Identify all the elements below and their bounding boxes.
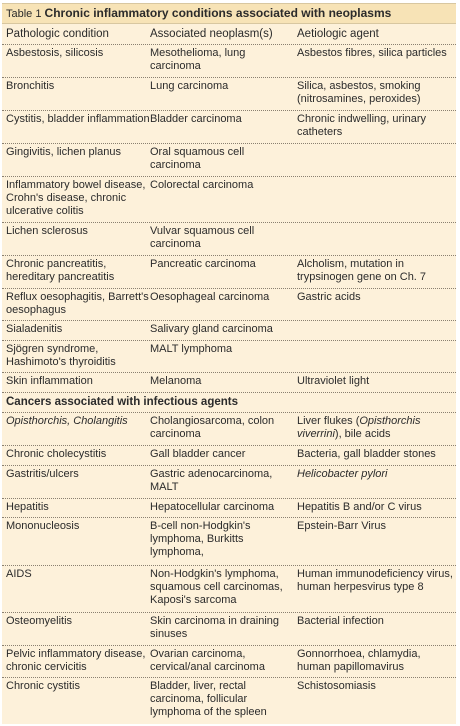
table-row [2,144,456,177]
cell-neoplasm: Non-Hodgkin's lymphoma, squamous cell carcinomas, Kaposi's sarcoma [150,568,283,606]
table-row [2,78,456,111]
cell-agent [297,144,456,176]
cell-agent: Silica, asbestos, smoking (nitrosamines, peroxides) [297,80,421,105]
cell-neoplasm: B-cell non-Hodgkin's lymphoma, Burkitts lymphoma, [150,520,251,558]
cell-neoplasm: Hepatocellular carcinoma [150,501,275,513]
table-row [2,223,456,256]
table-row [2,413,456,446]
cell-agent: Helicobacter pylori [297,468,388,480]
cell-condition: Chronic cystitis [6,680,80,692]
cell-agent: Schistosomiasis [297,680,376,692]
neoplasm-table [2,3,456,724]
table-row [2,446,456,466]
table-row [2,613,456,646]
table-row [2,289,456,321]
cell-condition: Lichen sclerosus [6,225,88,237]
cell-neoplasm: MALT lymphoma [150,343,233,355]
cell-condition: Bronchitis [6,80,55,92]
cell-condition: AIDS [6,568,32,580]
header-aetiologic-agent: Aetiologic agent [297,28,379,40]
cell-agent: Gonnorrhoea, chlamydia, human papillomavirus [297,648,421,673]
cell-condition: Sjögren syndrome, Hashimoto's thyroiditis [6,343,116,368]
header-pathologic-condition: Pathologic condition [6,28,109,40]
cell-neoplasm: Gall bladder cancer [150,448,246,460]
table-label: Table 1 [6,8,42,20]
cell-neoplasm: Oral squamous cell carcinoma [150,146,245,171]
cell-condition: Cystitis, bladder inflammation [6,113,150,125]
table-row [2,678,456,724]
cell-agent [297,223,456,255]
table-row [2,256,456,289]
cell-condition: Mononucleosis [6,520,80,532]
cell-agent: Asbestos fibres, silica particles [297,47,447,59]
cell-neoplasm: Ovarian carcinoma, cervical/anal carcinoma [150,648,265,673]
cell-condition: Hepatitis [6,501,49,513]
cell-agent-part: Liver flukes ( [297,415,360,427]
cell-neoplasm: Bladder carcinoma [150,113,242,125]
table-header-row [2,24,456,45]
cell-neoplasm: Melanoma [150,375,202,387]
table-row [2,45,456,78]
section-heading-infectious: Cancers associated with infectious agents [2,393,456,413]
cell-agent [297,177,456,222]
cell-agent: Ultraviolet light [297,375,370,387]
cell-condition: Pelvic inflammatory disease, chronic cervicitis [6,648,146,673]
cell-agent: Epstein-Barr Virus [297,520,387,532]
cell-agent: Human immunodeficiency virus, human herpesvirus type 8 [297,568,453,593]
cell-agent: Alcholism, mutation in trypsinogen gene on Ch. 7 [297,258,427,283]
table-row [2,373,456,393]
cell-neoplasm: Mesothelioma, lung carcinoma [150,47,246,72]
cell-agent: Bacterial infection [297,615,384,627]
table-row [2,566,456,613]
cell-condition: Chronic cholecystitis [6,448,107,460]
header-associated-neoplasms: Associated neoplasm(s) [150,28,273,40]
cell-neoplasm: Gastric adenocarcinoma, MALT [150,468,273,493]
cell-agent: Hepatitis B and/or C virus [297,501,422,513]
cell-condition: Asbestosis, silicosis [6,47,104,59]
cell-condition: Skin inflammation [6,375,93,387]
table-row [2,646,456,678]
table-row [2,177,456,223]
cell-condition: Chronic pancreatitis, hereditary pancreatitis [6,258,115,283]
cell-agent [297,413,456,445]
cell-neoplasm: Lung carcinoma [150,80,229,92]
cell-condition: Inflammatory bowel disease, Crohn's disease, chronic ulcerative colitis [6,179,146,217]
cell-agent-species: Opisthorchis viverrini [297,415,421,440]
cell-neoplasm: Vulvar squamous cell carcinoma [150,225,255,250]
cell-neoplasm: Skin carcinoma in draining sinuses [150,615,280,640]
cell-neoplasm: Colorectal carcinoma [150,179,254,191]
cell-agent [297,321,456,340]
table-row [2,321,456,341]
cell-neoplasm: Cholangiosarcoma, colon carcinoma [150,415,275,440]
table-row [2,466,456,499]
cell-agent [297,341,456,372]
table-row [2,499,456,518]
cell-neoplasm: Pancreatic carcinoma [150,258,256,270]
cell-condition: Gingivitis, lichen planus [6,146,121,158]
cell-agent-part: ), bile acids [334,428,391,440]
cell-neoplasm: Bladder, liver, rectal carcinoma, follicular lymphoma of the spleen [150,680,267,718]
cell-neoplasm: Salivary gland carcinoma [150,323,273,335]
cell-agent: Chronic indwelling, urinary catheters [297,113,427,138]
cell-condition: Sialadenitis [6,323,63,335]
table-row [2,341,456,373]
table-title-text: Chronic inflammatory conditions associated with neoplasms [44,6,392,20]
table-row [2,518,456,566]
cell-condition: Gastritis/ulcers [6,468,79,480]
cell-condition: Opisthorchis, Cholangitis [6,415,128,427]
cell-condition: Reflux oesophagitis, Barrett's oesophagus [6,291,149,316]
cell-agent: Gastric acids [297,291,361,303]
cell-condition: Osteomyelitis [6,615,73,627]
cell-neoplasm: Oesophageal carcinoma [150,291,270,303]
table-title [2,4,456,24]
cell-agent: Bacteria, gall bladder stones [297,448,436,460]
table-row [2,111,456,144]
